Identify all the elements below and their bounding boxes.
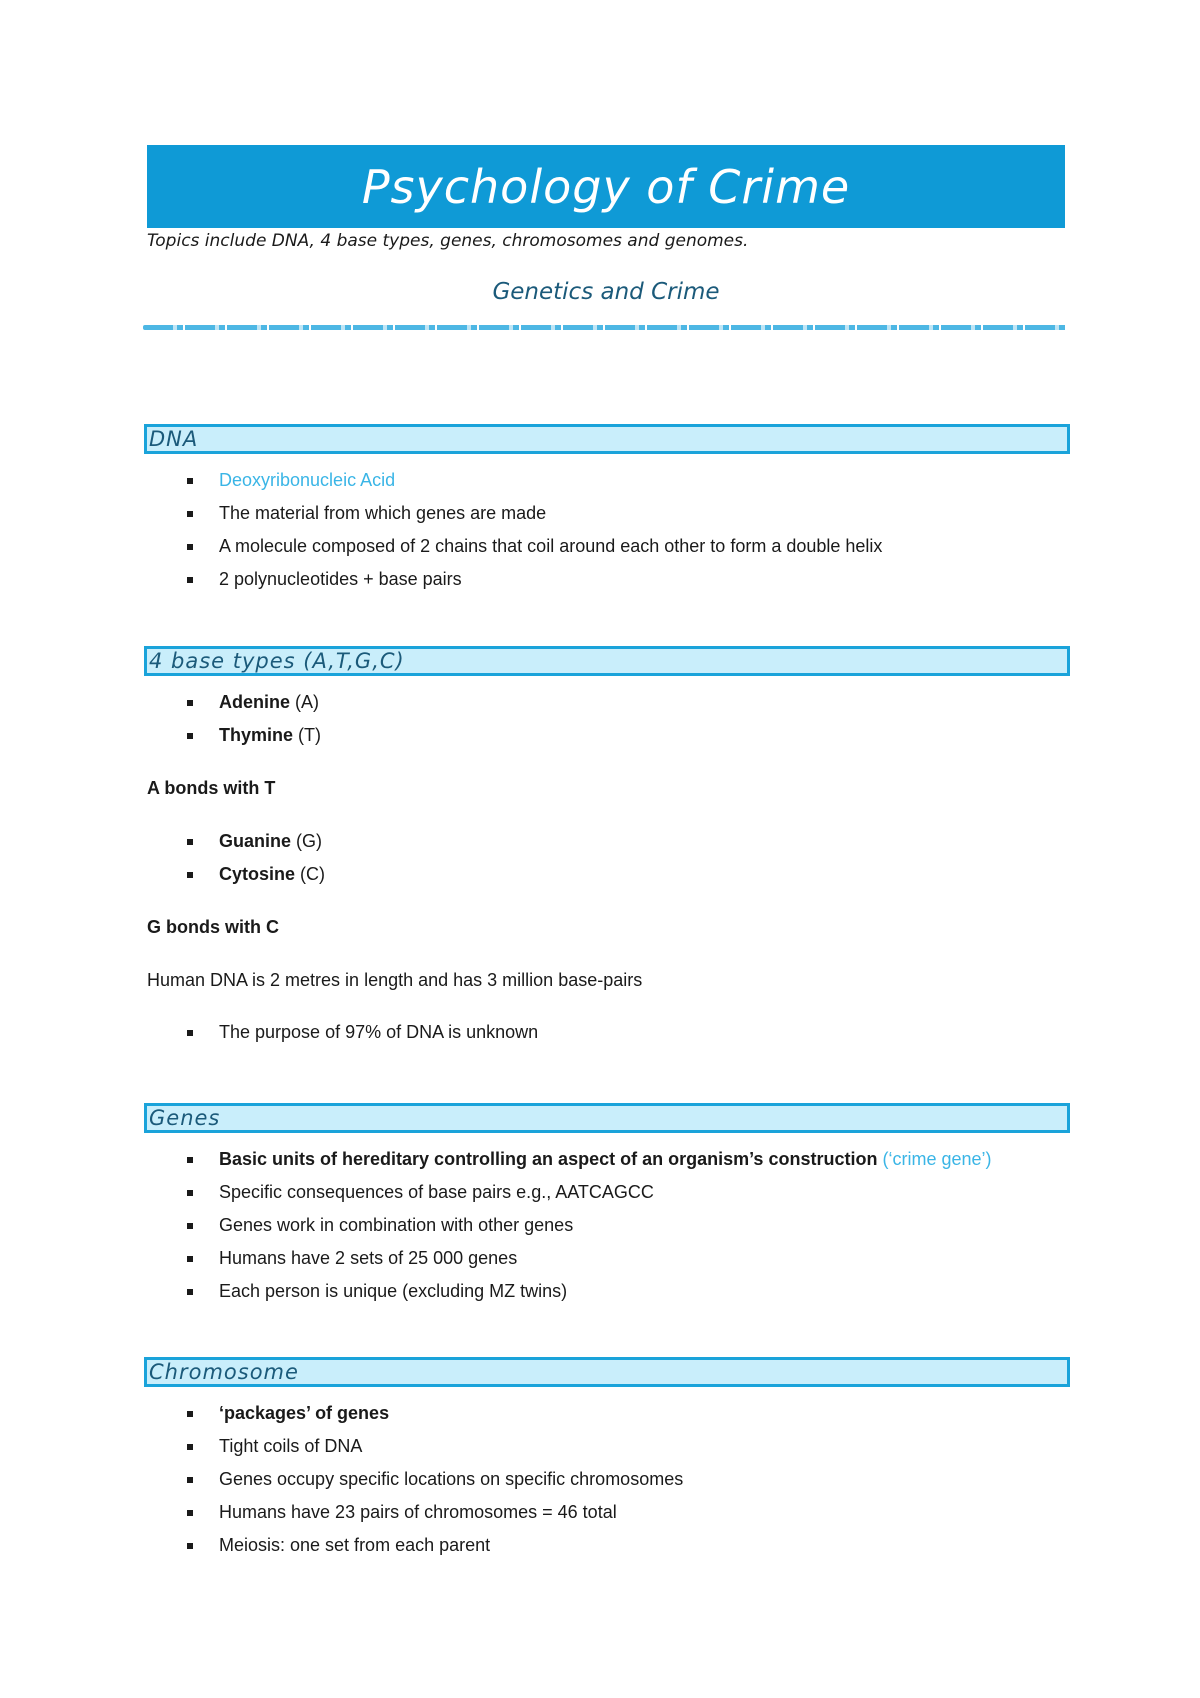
- list-item: Guanine (G): [147, 825, 325, 858]
- dna-section-header: DNA: [144, 424, 1070, 454]
- document-subtitle: Topics include DNA, 4 base types, genes, chromosomes and genomes.: [147, 231, 749, 251]
- list-item: Adenine (A): [147, 686, 321, 719]
- list-item: Genes occupy specific locations on specific chromosomes: [147, 1463, 683, 1496]
- bullet-icon: [187, 1157, 193, 1163]
- bullet-icon: [187, 1223, 193, 1229]
- list-item: A molecule composed of 2 chains that coil around each other to form a double helix: [147, 530, 882, 563]
- bullet-icon: [187, 1444, 193, 1450]
- list-item: Humans have 2 sets of 25 000 genes: [147, 1242, 992, 1275]
- bullet-icon: [187, 839, 193, 845]
- list-item: Specific consequences of base pairs e.g., AATCAGCC: [147, 1176, 992, 1209]
- bullet-icon: [187, 1477, 193, 1483]
- bases-list-3: [147, 1016, 538, 1049]
- title-banner: [147, 145, 1065, 228]
- bullet-icon: [187, 1543, 193, 1549]
- list-item: Thymine (T): [147, 719, 321, 752]
- bullet-icon: [187, 872, 193, 878]
- bullet-icon: [187, 1256, 193, 1262]
- genes-section-header: Genes: [144, 1103, 1070, 1133]
- list-item: Humans have 23 pairs of chromosomes = 46 total: [147, 1496, 683, 1529]
- bullet-icon: [187, 544, 193, 550]
- list-item: Meiosis: one set from each parent: [147, 1529, 683, 1562]
- bullet-icon: [187, 700, 193, 706]
- bullet-icon: [187, 1030, 193, 1036]
- bases-list-2: [147, 825, 325, 891]
- list-item: Basic units of hereditary controlling an aspect of an organism’s construction (‘crime gene’): [147, 1143, 992, 1176]
- bullet-icon: [187, 478, 193, 484]
- chromosome-list: [147, 1397, 683, 1562]
- list-item: The material from which genes are made: [147, 497, 882, 530]
- bullet-icon: [187, 1190, 193, 1196]
- chromosome-section-header: Chromosome: [144, 1357, 1070, 1387]
- human-dna-text: Human DNA is 2 metres in length and has 3 million base-pairs: [147, 970, 643, 990]
- list-item: Genes work in combination with other genes: [147, 1209, 992, 1242]
- pair-rule-at: A bonds with T: [147, 778, 276, 798]
- list-item: ‘packages’ of genes: [147, 1397, 683, 1430]
- bullet-icon: [187, 511, 193, 517]
- bases-list-1: [147, 686, 321, 752]
- list-item: Tight coils of DNA: [147, 1430, 683, 1463]
- genes-list: [147, 1143, 992, 1308]
- list-item: 2 polynucleotides + base pairs: [147, 563, 882, 596]
- list-item: Deoxyribonucleic Acid: [147, 464, 882, 497]
- list-item: Each person is unique (excluding MZ twins): [147, 1275, 992, 1308]
- dna-list: [147, 464, 882, 596]
- bullet-icon: [187, 733, 193, 739]
- bullet-icon: [187, 1411, 193, 1417]
- document-title: Psychology of Crime: [361, 159, 851, 214]
- bullet-icon: [187, 1510, 193, 1516]
- pair-rule-gc: G bonds with C: [147, 917, 279, 937]
- bullet-icon: [187, 577, 193, 583]
- list-item: The purpose of 97% of DNA is unknown: [147, 1016, 538, 1049]
- bullet-icon: [187, 1289, 193, 1295]
- list-item: Cytosine (C): [147, 858, 325, 891]
- heading-divider: [143, 325, 1067, 330]
- bases-section-header: 4 base types (A,T,G,C): [144, 646, 1070, 676]
- section-heading: Genetics and Crime: [492, 279, 720, 305]
